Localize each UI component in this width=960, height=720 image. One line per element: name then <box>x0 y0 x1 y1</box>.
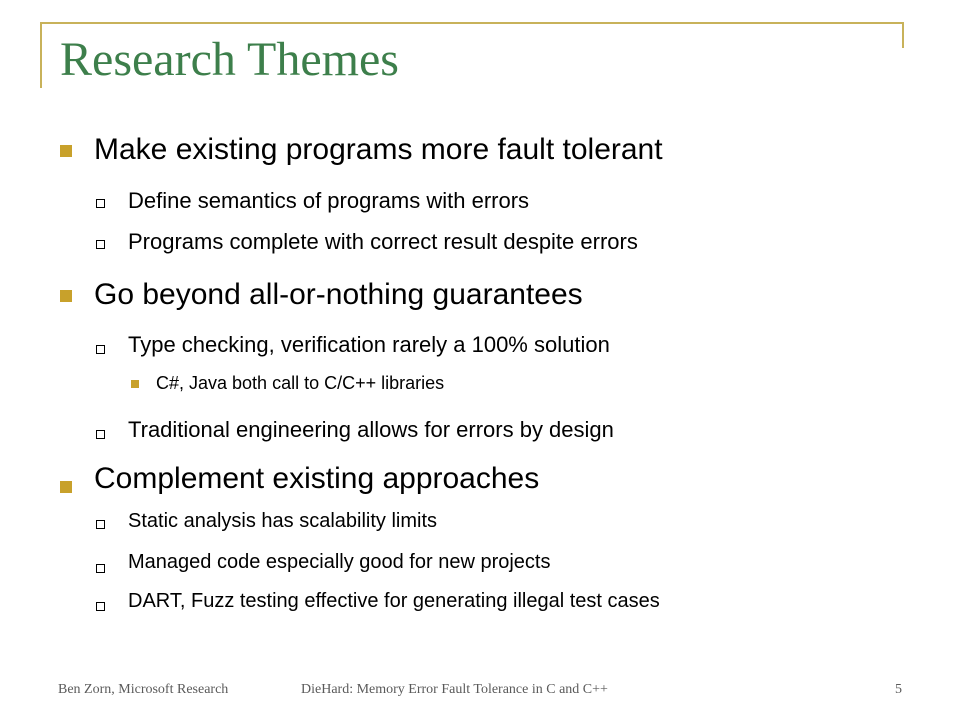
sub-bullet-item: Static analysis has scalability limits <box>128 510 437 532</box>
bullet-marker-hollow-square <box>96 520 105 529</box>
frame-top-line <box>40 22 904 24</box>
bullet-marker-hollow-square <box>96 430 105 439</box>
bullet-marker-hollow-square <box>96 345 105 354</box>
bullet-marker-small-square <box>131 380 139 388</box>
bullet-marker-square <box>60 145 72 157</box>
sub-bullet-item: Programs complete with correct result despite errors <box>128 229 638 254</box>
sub-bullet-item: Type checking, verification rarely a 100% solution <box>128 332 610 357</box>
bullet-marker-hollow-square <box>96 199 105 208</box>
sub-bullet-item: Managed code especially good for new projects <box>128 551 551 573</box>
bullet-marker-square <box>60 481 72 493</box>
frame-right-line <box>902 22 904 48</box>
sub-bullet-item: Define semantics of programs with errors <box>128 188 530 213</box>
bullet-item: Make existing programs more fault tolerant <box>94 133 663 166</box>
bullet-marker-hollow-square <box>96 564 105 573</box>
slide-title: Research Themes <box>60 33 399 86</box>
footer-author: Ben Zorn, Microsoft Research <box>58 682 229 697</box>
footer-talk-title: DieHard: Memory Error Fault Tolerance in C and C++ <box>301 682 608 697</box>
footer-page-number: 5 <box>895 682 902 697</box>
sub-bullet-item: Traditional engineering allows for errors by design <box>128 417 614 442</box>
bullet-marker-hollow-square <box>96 240 105 249</box>
sub-sub-bullet-item: C#, Java both call to C/C++ libraries <box>156 373 445 393</box>
sub-bullet-item: DART, Fuzz testing effective for generating illegal test cases <box>128 590 660 612</box>
frame-left-line <box>40 22 42 88</box>
bullet-item: Complement existing approaches <box>94 462 540 495</box>
bullet-marker-square <box>60 290 72 302</box>
bullet-item: Go beyond all-or-nothing guarantees <box>94 278 583 311</box>
bullet-marker-hollow-square <box>96 602 105 611</box>
